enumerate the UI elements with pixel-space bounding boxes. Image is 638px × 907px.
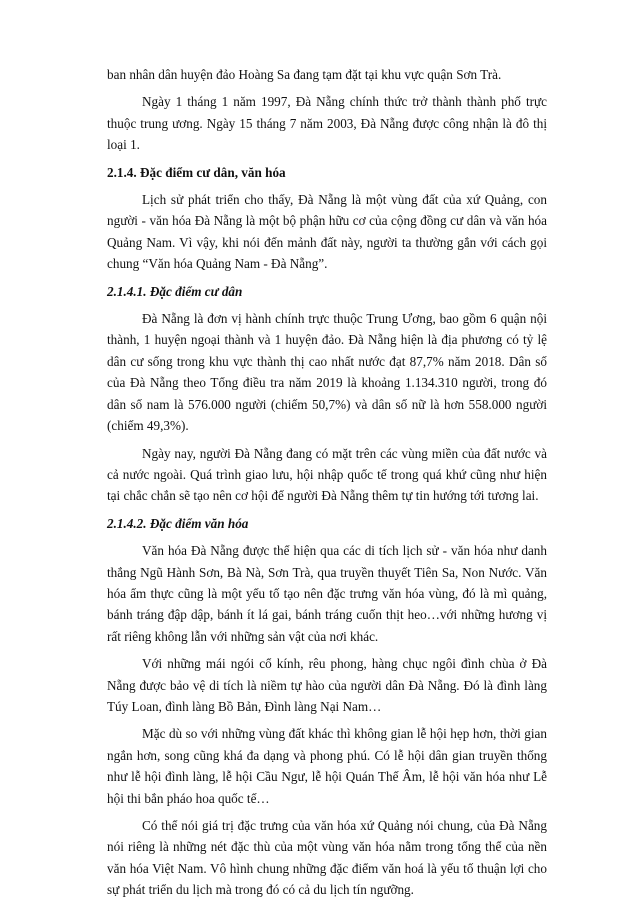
paragraph-temples: Với những mái ngói cổ kính, rêu phong, hàng chục ngôi đình chùa ở Đà Nẵng được bảo vệ di tích là niềm tự hào của người dân Đà Nẵng. Đó là đình làng Túy Loan, đình làng Bồ Bản, Đình làng Nại Nam… [107,656,547,714]
document-page [107,64,547,907]
paragraph-integration: Ngày nay, người Đà Nẵng đang có mặt trên các vùng miền của đất nước và cả nước ngoài. Quá trình giao lưu, hội nhập quốc tế trong quá khứ cũng như hiện tại chắc chắn sẽ tạo nên cơ hội để người Đà Nẵng thêm tự tin hướng tới tương lai. [107,445,547,504]
paragraph-population: Đà Nẵng là đơn vị hành chính trực thuộc Trung Ương, bao gồm 6 quận nội thành, 1 huyện ngoại thành và 1 huyện đảo. Đà Nẵng hiện là địa phương có tỷ lệ dân cư sống trong khu vực thành thị cao nhất nước đạt 87,7% năm 2018. Dân số của Đà Nẵng theo Tổng điều tra năm 2019 là khoảng 1.134.310 người, trong đó dân số nam là 576.000 người (chiếm 50,7%) và dân số nữ là hơn 558.000 người (chiếm 49,3%). [107,311,547,434]
paragraph-festivals: Mặc dù so với những vùng đất khác thì không gian lễ hội hẹp hơn, thời gian ngắn hơn, song cũng khá đa dạng và phong phú. Có lễ hội dân gian truyền thống như lễ hội đình làng, lễ hội Cầu Ngư, lễ hội Quán Thế Âm, lễ hội văn hóa như Lễ hội thi bắn pháo hoa quốc tế… [107,726,547,806]
paragraph-continuation: ban nhân dân huyện đảo Hoàng Sa đang tạm đặt tại khu vực quận Sơn Trà. [107,67,502,82]
section-heading-2-1-4-1: 2.1.4.1. Đặc điểm cư dân [107,283,243,299]
section-heading-2-1-4: 2.1.4. Đặc điểm cư dân, văn hóa [107,164,286,180]
paragraph-conclusion: Có thể nói giá trị đặc trưng của văn hóa xứ Quảng nói chung, của Đà Nẵng nói riêng là những nét đặc thù của một vùng văn hóa nằm trong tổng thể của nền văn hóa Việt Nam. Vô hình chung những đặc điểm văn hoá là yếu tố thuận lợi cho sự phát triển du lịch mà trong đó có cả du lịch tín ngưỡng. [107,818,547,898]
paragraph-culture: Văn hóa Đà Nẵng được thể hiện qua các di tích lịch sử - văn hóa như danh thắng Ngũ Hành Sơn, Bà Nà, Sơn Trà, qua truyền thuyết Tiên Sa, Non Nước. Văn hóa ẩm thực cũng là một yếu tố tạo nên đặc trưng văn hóa vùng, đó là mì quảng, bánh tráng đập dập, bánh ít lá gai, bánh tráng cuốn thịt heo…với những hương vị rất riêng không lẫn với những sản vật của nơi khác. [107,543,547,644]
paragraph-history: Lịch sử phát triển cho thấy, Đà Nẵng là một vùng đất của xứ Quảng, con người - văn hóa Đà Nẵng là một bộ phận hữu cơ của cộng đồng cư dân và văn hóa Quảng Nam. Vì vậy, khi nói đến mảnh đất này, người ta thường gắn với cách gọi chung “Văn hóa Quảng Nam - Đà Nẵng”. [107,192,547,272]
section-heading-2-1-4-2: 2.1.4.2. Đặc điểm văn hóa [107,515,249,531]
paragraph-city-status: Ngày 1 tháng 1 năm 1997, Đà Nẵng chính thức trở thành thành phố trực thuộc trung ương. Ngày 15 tháng 7 năm 2003, Đà Nẵng được công nhận là đô thị loại 1. [107,94,547,153]
